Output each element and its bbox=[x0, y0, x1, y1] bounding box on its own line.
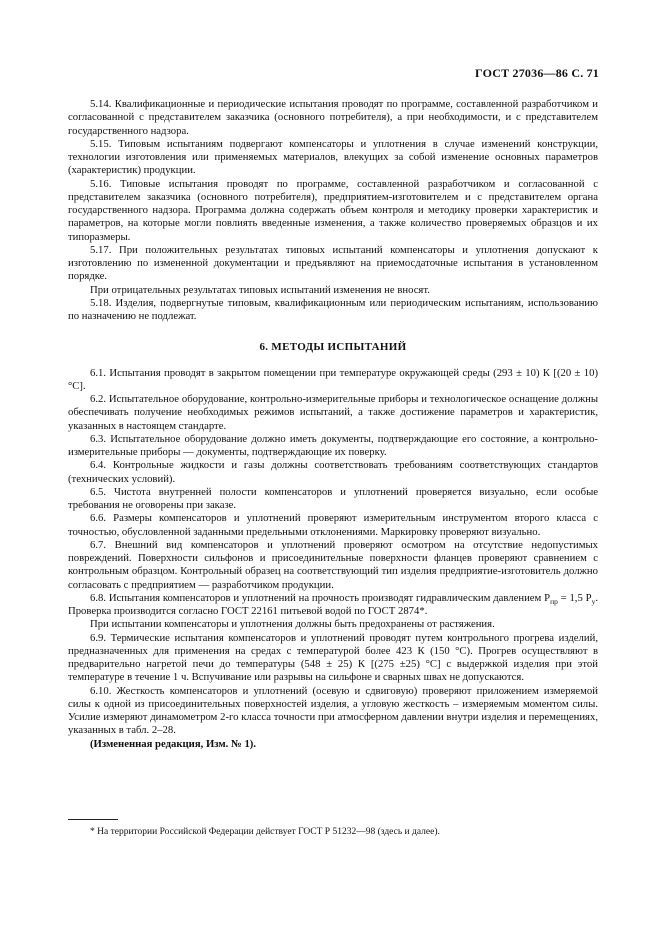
paragraph-6-8-middle: = 1,5 P bbox=[557, 591, 592, 604]
paragraph-6-8-note: При испытании компенсаторы и уплотнения должны быть предохранены от растяжения. bbox=[90, 618, 495, 631]
paragraph-5-17: 5.17. При положительных результатах типовых испытаний компенсаторы и уплотнения допускают к изготовлению по измененной документации и предъявляют на приемосдаточные испытания в установленном порядке. bbox=[68, 243, 598, 283]
paragraph-6-2: 6.2. Испытательное оборудование, контрольно-измерительные приборы и технологическое оснащение должны обеспечивать получение необходимых режимов испытаний, а также достижение параметров и характеристик, указанных в настоящем стандарте. bbox=[68, 393, 598, 432]
paragraph-5-17-negative: При отрицательных результатах типовых испытаний изменения не вносят. bbox=[90, 283, 430, 296]
paragraph-5-16: 5.16. Типовые испытания проводят по программе, составленной разработчиком и согласованной с представителем заказчика (основного потребителя), предприятием-изготовителем и с представителем органа государственного надзора. Программа должна содержать объем контроля и методику проверки характеристик и параметров, на которые могли повлиять введенные изменения, а также количество проверяемых образцов и их типоразмеры. bbox=[68, 177, 598, 243]
paragraph-5-14: 5.14. Квалификационные и периодические испытания проводят по программе, составленной разработчиком и согласованной с представителем заказчика (основного потребителя), а при необходимости, и с представителем государственного надзора. bbox=[68, 98, 598, 137]
paragraph-6-10: 6.10. Жесткость компенсаторов и уплотнений (осевую и сдвиговую) проверяют приложением измеряемой силы к одной из присоединительных поверхностей изделия, а угловую жесткость – измеряемым моментом силы. Усилие измеряют динамометром 2-го класса точности при атмосферном давлении внутри изделия и перемещениях, указанных в табл. 2–28. bbox=[68, 684, 598, 737]
paragraph-6-6: 6.6. Размеры компенсаторов и уплотнений проверяют измерительным инструментом второго класса с точностью, обусловленной заданными предельными отклонениями. Маркировку проверяют визуально. bbox=[68, 512, 598, 538]
paragraph-6-9: 6.9. Термические испытания компенсаторов и уплотнений проводят путем контрольного прогрева изделий, предназначенных для применения на средах с температурой более 423 К (150 °С). Прогрев осуществляют в предварительно нагретой печи до температуры (548 ± 25) К [(275 ±25) °С] с выдержкой изделия при этой температуре в течение 1 ч. Вспучивание или разрывы на сильфоне и сварных швах не допускаются. bbox=[68, 631, 598, 684]
paragraph-6-3: 6.3. Испытательное оборудование должно иметь документы, подтверждающие его состояние, а контрольно-измерительные приборы — документы, подтверждающие их поверку. bbox=[68, 432, 598, 458]
paragraph-6-8-start: 6.8. Испытания компенсаторов и уплотнений на прочность производят гидравлическим давлением P bbox=[90, 591, 551, 604]
page-header: ГОСТ 27036—86 С. 71 bbox=[475, 66, 599, 80]
amendment-note: (Измененная редакция, Изм. № 1). bbox=[90, 737, 257, 750]
paragraph-6-8 bbox=[68, 592, 598, 619]
footnote-divider bbox=[68, 819, 118, 820]
section-title: 6. МЕТОДЫ ИСПЫТАНИЙ bbox=[259, 341, 407, 354]
subscript-y: y bbox=[591, 596, 596, 606]
paragraph-6-1: 6.1. Испытания проводят в закрытом помещении при температуре окружающей среды (293 ± 10) К [(20 ± 10) °С]. bbox=[68, 366, 598, 392]
subscript-pr: пр bbox=[550, 596, 558, 606]
footnote: * На территории Российской Федерации действует ГОСТ Р 51232—98 (здесь и далее). bbox=[90, 827, 440, 837]
paragraph-6-5: 6.5. Чистота внутренней полости компенсаторов и уплотнений проверяется визуально, если особые требования не оговорены при заказе. bbox=[68, 485, 598, 511]
paragraph-6-4: 6.4. Контрольные жидкости и газы должны соответствовать требованиям соответствующих стандартов (технических условий). bbox=[68, 459, 598, 485]
document-body bbox=[68, 98, 598, 751]
paragraph-6-7: 6.7. Внешний вид компенсаторов и уплотнений проверяют осмотром на отсутствие недопустимых повреждений. Поверхности сильфонов и присоединительные поверхности фланцев проверяют сравнением с контрольным образцом. Контрольный образец на соответствующий тип изделия предприятие-изготовитель должно согласовать с предприятием — разработчиком продукции. bbox=[68, 538, 598, 591]
paragraph-6-8-end: . Проверка производится согласно ГОСТ 22161 питьевой водой по ГОСТ 2874*. bbox=[68, 591, 598, 617]
paragraph-5-15: 5.15. Типовым испытаниям подвергают компенсаторы и уплотнения в случае изменений конструкции, технологии изготовления или применяемых материалов, влекущих за собой изменение основных параметров (характеристик) продукции. bbox=[68, 137, 598, 177]
paragraph-5-18: 5.18. Изделия, подвергнутые типовым, квалификационным или периодическим испытаниям, использованию по назначению не подлежат. bbox=[68, 296, 598, 322]
